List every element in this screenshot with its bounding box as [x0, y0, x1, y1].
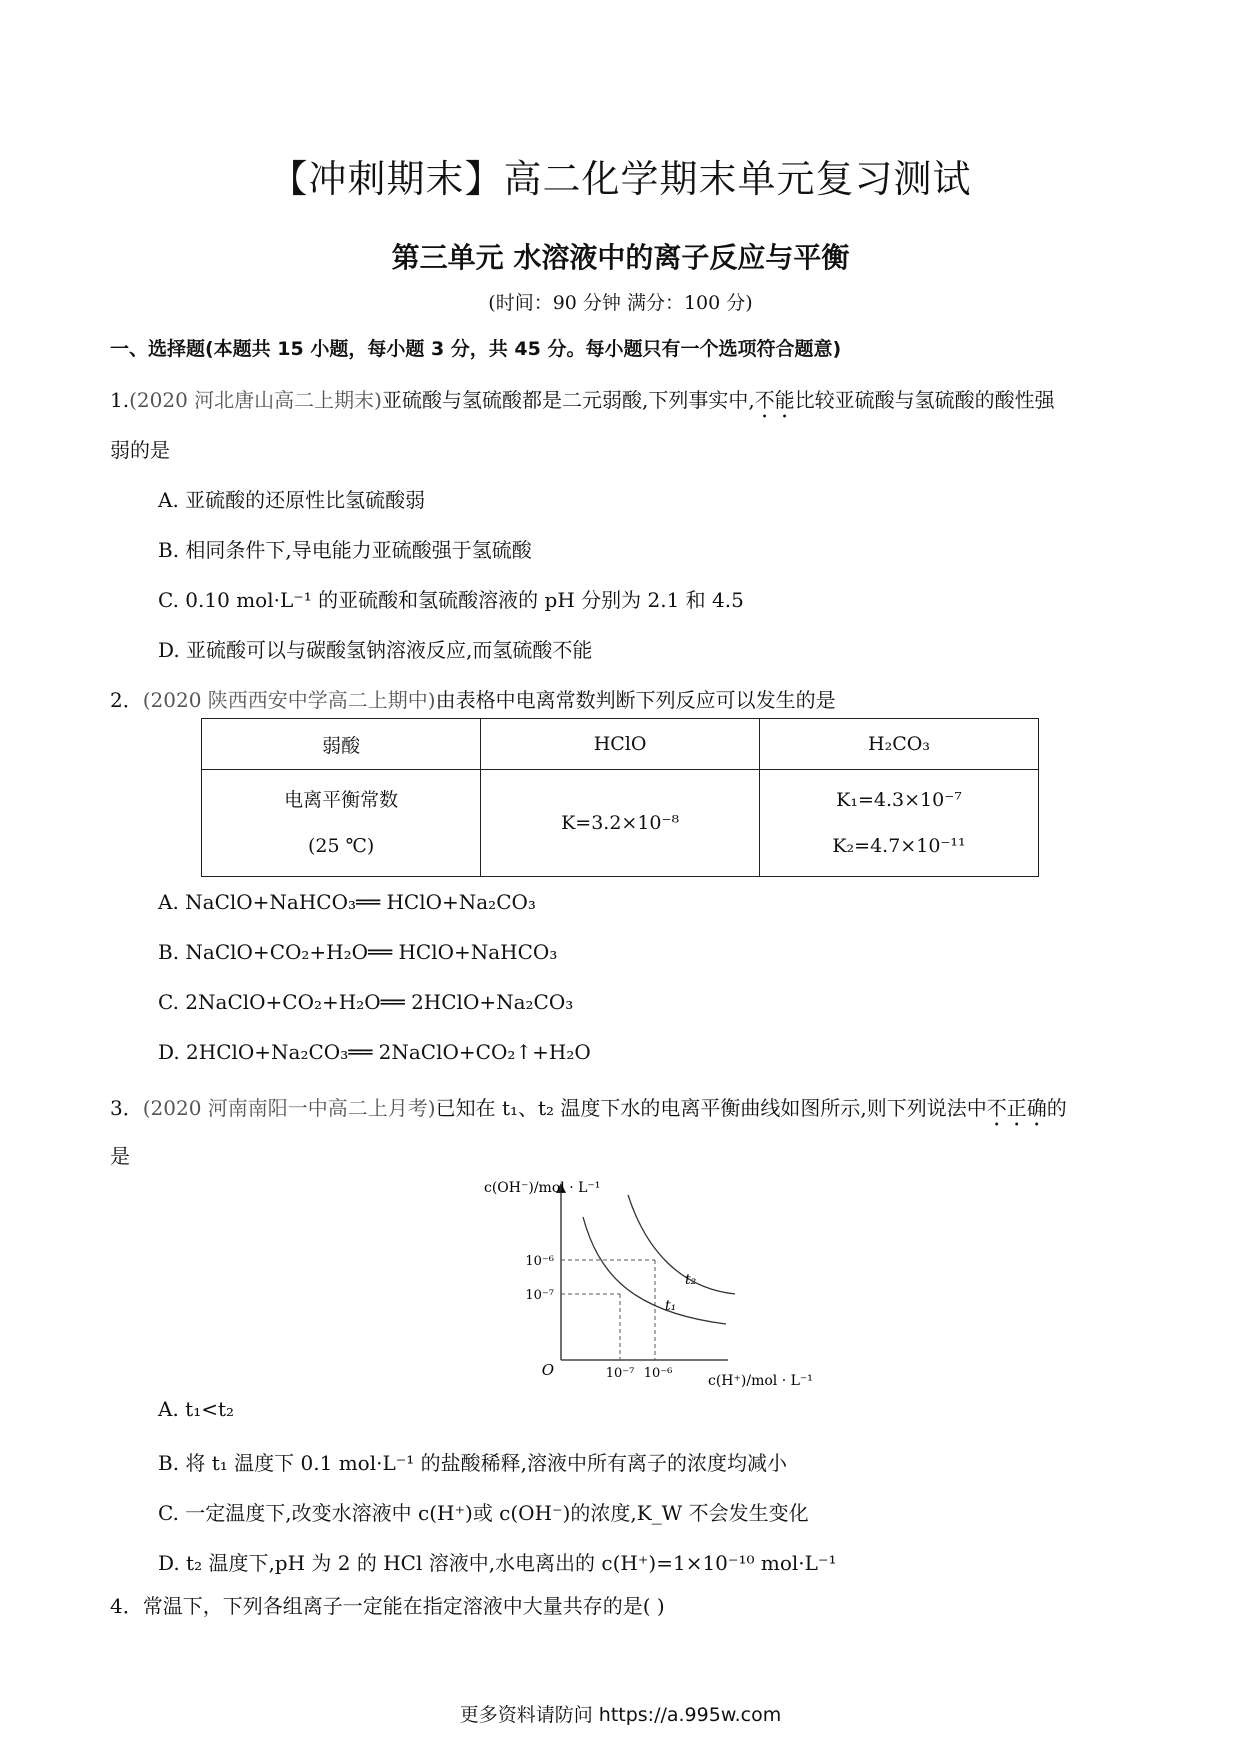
question-number: 2．	[110, 688, 143, 712]
section-heading: 一、选择题(本题共 15 小题，每小题 3 分，共 45 分。每小题只有一个选项符合题意)	[110, 338, 842, 360]
curve-t2	[628, 1195, 735, 1294]
y-tick-label: 10⁻⁷	[525, 1288, 554, 1303]
stem-emphasis: 不能	[754, 388, 795, 412]
q1-option-a: A. 亚硫酸的还原性比氢硫酸弱	[158, 488, 426, 512]
table-header-cell: 弱酸	[202, 719, 481, 770]
question-2-stem	[110, 684, 836, 713]
question-source: (2020 河南南阳一中高二上月考)	[142, 1096, 436, 1120]
q3-option-a: A. t₁<t₂	[158, 1397, 235, 1421]
curve-label-t1: t₁	[665, 1298, 677, 1314]
stem-text: 已知在 t₁、t₂ 温度下水的电离平衡曲线如图所示,则下列说法中	[435, 1096, 987, 1120]
q3-option-b: B. 将 t₁ 温度下 0.1 mol·L⁻¹ 的盐酸稀释,溶液中所有离子的浓度均减小	[158, 1451, 788, 1475]
row-label-line: (25 ℃)	[307, 835, 375, 857]
question-3-stem	[110, 1092, 1067, 1131]
q1-option-b: B. 相同条件下,导电能力亚硫酸强于氢硫酸	[158, 538, 532, 562]
x-axis-label: c(H⁺)/mol · L⁻¹	[708, 1373, 813, 1389]
stem-text: 常温下，下列各组离子一定能在指定溶液中大量共存的是( )	[142, 1594, 665, 1618]
q1-option-c: C. 0.10 mol·L⁻¹ 的亚硫酸和氢硫酸溶液的 pH 分别为 2.1 和 4.5	[158, 588, 744, 612]
question-4-stem	[110, 1590, 665, 1619]
table-cell-h2co3-k	[760, 770, 1039, 877]
question-number: 4．	[110, 1594, 143, 1618]
q2-option-d: D. 2HClO+Na₂CO₃══ 2NaClO+CO₂↑+H₂O	[158, 1040, 591, 1064]
q2-option-b: B. NaClO+CO₂+H₂O══ HClO+NaHCO₃	[158, 940, 558, 964]
page-title: 【冲刺期末】高二化学期末单元复习测试	[269, 157, 972, 201]
curve-label-t2: t₂	[685, 1272, 697, 1288]
y-axis-label: c(OH⁻)/mol · L⁻¹	[484, 1180, 601, 1196]
q3-option-d: D. t₂ 温度下,pH 为 2 的 HCl 溶液中,水电离出的 c(H⁺)=1×10⁻¹⁰ mol·L⁻¹	[158, 1551, 837, 1575]
x-tick-label: 10⁻⁷	[605, 1366, 635, 1381]
row-label-line: 电离平衡常数	[284, 789, 399, 811]
question-number: 1.	[110, 388, 130, 412]
table-header-cell: H₂CO₃	[760, 719, 1039, 770]
k2-value: K₂=4.7×10⁻¹¹	[832, 835, 966, 857]
question-1-stem	[110, 384, 1055, 423]
question-3-stem-cont: 是	[110, 1144, 130, 1168]
q3-option-c: C. 一定温度下,改变水溶液中 c(H⁺)或 c(OH⁻)的浓度,K_W 不会发生变化	[158, 1501, 809, 1525]
table-cell-hclo-k: K=3.2×10⁻⁸	[481, 770, 760, 877]
stem-text: 由表格中电离常数判断下列反应可以发生的是	[435, 688, 836, 712]
k1-value: K₁=4.3×10⁻⁷	[836, 789, 962, 811]
origin-label: O	[541, 1361, 554, 1379]
stem-text: 的	[1046, 1096, 1067, 1120]
stem-text: 亚硫酸与氢硫酸都是二元弱酸,下列事实中,	[381, 388, 755, 412]
table-header-cell: HClO	[481, 719, 760, 770]
q2-option-c: C. 2NaClO+CO₂+H₂O══ 2HClO+Na₂CO₃	[158, 990, 574, 1014]
footer-link[interactable]: 更多资料请防问 https://a.995w.com	[459, 1704, 782, 1726]
question-source: (2020 陕西西安中学高二上期中)	[142, 688, 436, 712]
stem-emphasis: 不正确	[986, 1096, 1047, 1120]
question-1-stem-cont: 弱的是	[110, 438, 170, 462]
stem-text: 比较亚硫酸与氢硫酸的酸性强	[794, 388, 1055, 412]
q2-option-a: A. NaClO+NaHCO₃══ HClO+Na₂CO₃	[158, 890, 536, 914]
question-source: (2020 河北唐山高二上期末)	[129, 388, 382, 412]
unit-subtitle: 第三单元 水溶液中的离子反应与平衡	[391, 241, 850, 274]
table-row-label	[202, 770, 481, 877]
exam-timing: (时间：90 分钟 满分：100 分)	[488, 292, 753, 314]
q1-option-d: D. 亚硫酸可以与碳酸氢钠溶液反应,而氢硫酸不能	[158, 638, 593, 662]
water-ionization-graph	[480, 1180, 840, 1390]
x-tick-label: 10⁻⁶	[643, 1366, 673, 1381]
ionization-constant-table	[201, 718, 1039, 877]
question-number: 3．	[110, 1096, 143, 1120]
y-tick-label: 10⁻⁶	[525, 1254, 554, 1269]
